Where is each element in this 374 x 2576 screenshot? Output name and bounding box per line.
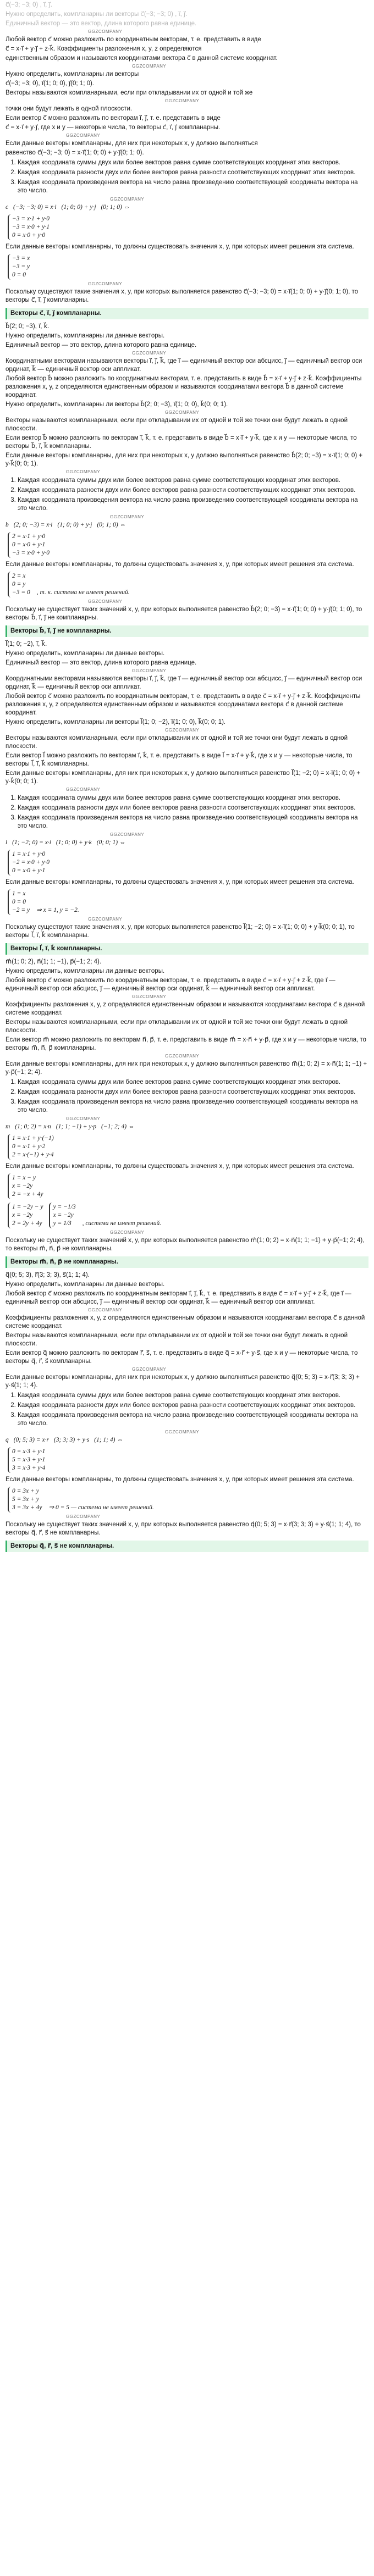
paragraph: c⃗(−3; −3; 0), i⃗(1; 0; 0), j⃗(0; 1; 0). xyxy=(6,80,94,87)
paragraph: Координатными векторами называются векторы i⃗, j⃗, k⃗, где i⃗ — единичный вектор оси абсцисс, j⃗ — единичный вектор оси ординат, k⃗ — единичный вектор оси аппликат. xyxy=(6,675,362,690)
paragraph: Нужно определить, компланарны ли векторы l⃗(1; 0; −2), i⃗(1; 0; 0), k⃗(0; 0; 1). xyxy=(6,719,226,725)
equation-system xyxy=(8,850,53,876)
paragraph: Векторы называются компланарными, если при откладывании их от одной и той же точки они будут лежать в одной плоскости. xyxy=(6,1332,348,1347)
watermark-text: GGZCOMPANY xyxy=(110,197,145,202)
equation: q⃗(0; 5; 3) = x·r⃗(3; 3; 3) + y·s⃗(1; 1; 4) ⇔ xyxy=(6,1437,123,1443)
system-row xyxy=(6,1201,369,1230)
solution-section xyxy=(6,323,369,637)
watermark-text: GGZCOMPANY xyxy=(66,133,101,138)
rule-item: 3. Каждая координата произведения вектора на число равна произведению соответствующей координаты вектора на это число. xyxy=(18,496,369,513)
system-note: , т. к. система не имеет решений. xyxy=(36,589,130,596)
paragraph: Векторы называются компланарными, если при откладывании их от одной и той же точки они будут лежать в одной плоскости. xyxy=(6,417,348,432)
equation-system xyxy=(8,254,33,280)
equation-line: −2 = y xyxy=(12,907,30,913)
paragraph: Нужно определить, компланарны ли векторы b⃗(2; 0; −3), i⃗(1; 0; 0), k⃗(0; 0; 1). xyxy=(6,401,228,408)
equation-line: 0 = 0 xyxy=(12,899,26,905)
paragraph: Если данные векторы компланарны, то должны существовать значения x, y, при которых имеет решения эта система. xyxy=(6,561,354,568)
paragraph: Если данные векторы компланарны, то должны существовать значения x, y, при которых имеет решения эта система. xyxy=(6,243,354,250)
paragraph: c⃗ = x·i⃗ + y·j⃗, где x и y — некоторые числа, то векторы c⃗, i⃗, j⃗ компланарны. xyxy=(6,124,221,131)
paragraph: Нужно определить, компланарны ли данные векторы. xyxy=(6,968,165,974)
answer-box: Векторы b⃗, i⃗, j⃗ не компланарны. xyxy=(6,625,369,637)
system-note: ⇒ x = 1, y = −2. xyxy=(36,907,79,913)
conclusion: Поскольку не существует таких значений x, y, при которых выполняется равенство q⃗(0; 5; 3) = x·r⃗(3; 3; 3) + y·s⃗(1; 1; 4), то векторы q⃗, r⃗, s⃗ не компланарны. xyxy=(6,1521,361,1536)
rule-item: 2. Каждая координата разности двух или более векторов равна разности соответствующих координат этих векторов. xyxy=(18,169,369,177)
equation-line: 1 = x − y xyxy=(12,1175,36,1181)
equation-line: 5 = x·3 + y·1 xyxy=(12,1456,46,1463)
rule-item: 3. Каждая координата произведения вектора на число равна произведению соответствующей координаты вектора на это число. xyxy=(18,1098,369,1115)
system-row xyxy=(6,1172,369,1201)
watermark-text: GGZCOMPANY xyxy=(88,29,123,34)
equation-line: 0 = y xyxy=(12,581,26,588)
equation-line: 5 = 3x + y xyxy=(12,1496,39,1503)
paragraph: Если вектор m⃗ можно разложить по векторам n⃗, p⃗, т. е. представить в виде m⃗ = x·n⃗ + y·p⃗, где x и y — некоторые числа, то векторы m⃗, n⃗, p⃗ компланарны. xyxy=(6,1037,366,1051)
conclusion: Поскольку не существует таких значений x, y, при которых выполняется равенство b⃗(2; 0; −3) = x·i⃗(1; 0; 0) + y·j⃗(0; 1; 0), то векторы b⃗, i⃗, j⃗ не компланарны. xyxy=(6,606,362,621)
watermark-text: GGZCOMPANY xyxy=(132,1367,167,1372)
paragraph: Нужно определить, компланарны ли данные векторы. xyxy=(6,1281,165,1288)
equation-system xyxy=(8,1447,48,1473)
equation-line: 0 = 3x + y xyxy=(12,1488,39,1494)
watermark-text: GGZCOMPANY xyxy=(66,787,101,792)
equation-line: y = −1/3 xyxy=(53,1204,76,1210)
watermark-text: GGZCOMPANY xyxy=(88,281,123,286)
rule-item: 1. Каждая координата суммы двух или более векторов равна сумме соответствующих координат этих векторов. xyxy=(18,1078,369,1087)
paragraph: m⃗(1; 0; 2), n⃗(1; 1; −1), p⃗(−1; 2; 4). xyxy=(6,959,102,965)
paragraph: Если данные векторы компланарны, для них при некоторых x, y должно выполняться равенство b⃗(2; 0; −3) = x·i⃗(1; 0; 0) + y·k⃗(0; 0; 1). xyxy=(6,452,363,467)
equation-line: −3 = x·1 + y·0 xyxy=(12,215,50,222)
equation-system xyxy=(8,1203,47,1228)
paragraph: Если данные векторы компланарны, для них при некоторых x, y должно выполняться равенство q⃗(0; 5; 3) = x·r⃗(3; 3; 3) + y·s⃗(1; 1; 4). xyxy=(6,1374,360,1389)
watermark-text: GGZCOMPANY xyxy=(110,514,145,519)
equation-line: 2 = 2y + 4y xyxy=(12,1220,42,1227)
system-row xyxy=(6,1485,369,1514)
paragraph: Любой вектор c⃗ можно разложить по координатным векторам i⃗, j⃗, k⃗, т. е. представить в виде c⃗ = x·i⃗ + y·j⃗ + z·k⃗, где i⃗ — единичный вектор оси абсцисс, j⃗ — единичный вектор оси ординат, k⃗ — единичный вектор оси аппликат. xyxy=(6,1290,351,1305)
paragraph: Векторы называются компланарными, если при откладывании их от одной и той же xyxy=(6,90,253,96)
answer-box: Векторы m⃗, n⃗, p⃗ не компланарны. xyxy=(6,1256,369,1268)
paragraph: точки они будут лежать в одной плоскости. xyxy=(6,106,133,112)
watermark-text: GGZCOMPANY xyxy=(132,668,167,673)
equation-system xyxy=(8,889,33,915)
paragraph: Если вектор b⃗ можно разложить по векторам i⃗, k⃗, т. е. представить в виде b⃗ = x·i⃗ + y·k⃗, где x и y — некоторые числа, то векторы b⃗, i⃗, k⃗ компланарны. xyxy=(6,435,357,450)
watermark-text: GGZCOMPANY xyxy=(132,994,167,999)
paragraph: Координатными векторами называются векторы i⃗, j⃗, k⃗, где i⃗ — единичный вектор оси абсцисс, j⃗ — единичный вектор оси ординат, k⃗ — единичный вектор оси аппликат. xyxy=(6,358,362,373)
rule-item: 3. Каждая координата произведения вектора на число равна произведению соответствующей координаты вектора на это число. xyxy=(18,179,369,195)
paragraph: b⃗(2; 0; −3), i⃗, k⃗. xyxy=(6,323,50,330)
equation-line: x = −2y xyxy=(53,1212,74,1218)
system-row xyxy=(6,888,369,917)
rule-item: 1. Каждая координата суммы двух или более векторов равна сумме соответствующих координат этих векторов. xyxy=(18,477,369,485)
faded-text-line: Нужно определить, компланарны ли векторы c⃗(−3; −3; 0) , i⃗, j⃗. xyxy=(6,11,188,18)
paragraph: Если данные векторы компланарны, для них при некоторых x, y должно выполняться xyxy=(6,140,258,147)
equation-line: y = 1/3 xyxy=(53,1220,72,1227)
paragraph: Нужно определить, компланарны ли данные векторы. xyxy=(6,650,165,657)
paragraph: Если данные векторы компланарны, то должны существовать значения x, y, при которых имеет решения эта система. xyxy=(6,1476,354,1483)
equation-line: 3 = 3x + 4y xyxy=(12,1504,42,1511)
watermark-text: GGZCOMPANY xyxy=(110,1230,145,1235)
answer-box: Векторы l⃗, i⃗, k⃗ компланарны. xyxy=(6,943,369,955)
watermark-text: GGZCOMPANY xyxy=(165,98,200,103)
system-note: , система не имеет решений. xyxy=(82,1220,162,1227)
system-row xyxy=(6,252,369,281)
equation-line: 1 = x xyxy=(12,890,26,897)
watermark-text: GGZCOMPANY xyxy=(165,1430,200,1434)
equation-system xyxy=(8,572,34,597)
equation-line: x = −2y xyxy=(12,1212,33,1218)
equation-line: −3 = x·0 + y·1 xyxy=(12,224,50,230)
watermark-text: GGZCOMPANY xyxy=(132,351,167,356)
paragraph: Векторы называются компланарными, если при откладывании их от одной и той же точки они будут лежать в одной плоскости. xyxy=(6,735,348,750)
equation-line: 1 = −2y − y xyxy=(12,1204,43,1210)
equation-line: 1 = x·1 + y·(−1) xyxy=(12,1135,54,1142)
watermark-text: GGZCOMPANY xyxy=(88,917,123,922)
watermark-text: GGZCOMPANY xyxy=(132,64,167,69)
equation-line: −3 = 0 xyxy=(12,589,30,596)
faded-text-line: Единичный вектор — это вектор, длина которого равна единице. xyxy=(6,20,197,27)
paragraph: Коэффициенты разложения x, y, z определяются единственным образом и называются координатами вектора c⃗ в данной системе координат. xyxy=(6,1315,365,1329)
rule-item: 3. Каждая координата произведения вектора на число равна произведению соответствующей координаты вектора на это число. xyxy=(18,814,369,830)
rule-item: 2. Каждая координата разности двух или более векторов равна разности соответствующих координат этих векторов. xyxy=(18,804,369,812)
equation-system xyxy=(8,1134,57,1160)
paragraph: Единичный вектор — это вектор, длина которого равна единице. xyxy=(6,342,197,348)
equation-line: −3 = x·0 + y·0 xyxy=(12,550,50,556)
equation-line: x = −2y xyxy=(12,1183,33,1189)
equation-line: −3 = x xyxy=(12,255,30,262)
equation-line: 1 = x·1 + y·0 xyxy=(12,851,46,857)
equation-system xyxy=(49,1203,79,1228)
watermark-text: GGZCOMPANY xyxy=(165,728,200,733)
rule-item: 1. Каждая координата суммы двух или более векторов равна сумме соответствующих координат этих векторов. xyxy=(18,1392,369,1400)
equation-line: 0 = 0 xyxy=(12,272,26,278)
equation-line: 2 = x·1 + y·0 xyxy=(12,533,46,540)
paragraph: Если данные векторы компланарны, для них при некоторых x, y должно выполняться равенство m⃗(1; 0; 2) = x·n⃗(1; 1; −1) + y·p⃗(−1; 2; 4). xyxy=(6,1061,367,1076)
paragraph: Любой вектор c⃗ можно разложить по координатным векторам, т. е. представить в виде c⃗ = x·i⃗ + y·j⃗ + z·k⃗, где i⃗ — единичный вектор оси абсцисс, j⃗ — единичный вектор оси ординат, k⃗ — единичный вектор оси аппликат. xyxy=(6,977,336,992)
watermark-text: GGZCOMPANY xyxy=(165,410,200,415)
watermark-text: GGZCOMPANY xyxy=(110,832,145,837)
solution-section xyxy=(6,36,369,319)
rules-list xyxy=(6,1078,369,1115)
equation-line: −2 = x·0 + y·0 xyxy=(12,859,50,866)
rules-list xyxy=(6,794,369,830)
paragraph: Коэффициенты разложения x, y, z определяются единственным образом и называются координатами вектора c⃗ в данной системе координат. xyxy=(6,1001,365,1016)
paragraph: Если вектор l⃗ можно разложить по векторам i⃗, k⃗, т. е. представить в виде l⃗ = x·i⃗ + y·k⃗, где x и y — некоторые числа, то векторы l⃗, i⃗, k⃗ компланарны. xyxy=(6,752,353,767)
equation-line: 3 = x·3 + y·4 xyxy=(12,1465,46,1471)
system-note: ⇒ 0 = 5 — система не имеет решений. xyxy=(48,1504,154,1511)
paragraph: Нужно определить, компланарны ли векторы xyxy=(6,71,139,77)
equation-line: 2 = x xyxy=(12,573,26,579)
equation-system xyxy=(8,1487,45,1513)
watermark-text: GGZCOMPANY xyxy=(66,1116,101,1121)
equation-line: 0 = x·0 + y·1 xyxy=(12,541,46,548)
equation-line: 0 = x·3 + y·1 xyxy=(12,1448,46,1455)
answer-box: Векторы c⃗, i⃗, j⃗ компланарны. xyxy=(6,308,369,319)
rule-item: 1. Каждая координата суммы двух или более векторов равна сумме соответствующих координат этих векторов. xyxy=(18,159,369,167)
equation: c⃗(−3; −3; 0) = x·i⃗(1; 0; 0) + y·j⃗(0; 1; 0) ⇔ xyxy=(6,204,130,210)
equation: b⃗(2; 0; −3) = x·i⃗(1; 0; 0) + y·j⃗(0; 1; 0) ⇔ xyxy=(6,522,127,528)
solution-section xyxy=(6,1271,369,1552)
watermark-text: GGZCOMPANY xyxy=(88,599,123,604)
rule-item: 1. Каждая координата суммы двух или более векторов равна сумме соответствующих координат этих векторов. xyxy=(18,794,369,802)
paragraph: Нужно определить, компланарны ли данные векторы. xyxy=(6,333,165,339)
equation-line: 2 = −x + 4y xyxy=(12,1191,43,1198)
faded-text-line: c⃗(−3; −3; 0) , i⃗, j⃗. xyxy=(6,2,52,8)
paragraph: Если данные векторы компланарны, то должны существовать значения x, y, при которых имеет решения эта система. xyxy=(6,1163,354,1170)
solution-section xyxy=(6,640,369,955)
paragraph: Если вектор c⃗ можно разложить по векторам i⃗, j⃗, т. е. представить в виде xyxy=(6,115,221,121)
conclusion: Поскольку существуют такие значения x, y, при которых выполняется равенство l⃗(1; −2; 0) = x·i⃗(1; 0; 0) + y·k⃗(0; 0; 1), то векторы l⃗, i⃗, k⃗ компланарны. xyxy=(6,924,355,939)
watermark-text: GGZCOMPANY xyxy=(165,1054,200,1059)
conclusion: Поскольку существуют такие значения x, y, при которых выполняется равенство c⃗(−3; −3; 0) = x·i⃗(1; 0; 0) + y·j⃗(0; 1; 0), то векторы c⃗, i⃗, j⃗ компланарны. xyxy=(6,289,359,303)
paragraph: единственным образом и называются координатами вектора c⃗ в данной системе координат. xyxy=(6,55,278,62)
paragraph: Любой вектор c⃗ можно разложить по координатным векторам, т. е. представить в виде xyxy=(6,36,261,43)
paragraph: Если вектор q⃗ можно разложить по векторам r⃗, s⃗, т. е. представить в виде q⃗ = x·r⃗ + y·s⃗, где x и y — некоторые числа, то векторы q⃗, r⃗, s⃗ компланарны. xyxy=(6,1350,358,1365)
solution-section xyxy=(6,958,369,1268)
equation-system xyxy=(8,1173,47,1199)
paragraph: Если данные векторы компланарны, для них при некоторых x, y должно выполняться равенство l⃗(1; −2; 0) = x·i⃗(1; 0; 0) + y·k⃗(0; 0; 1). xyxy=(6,770,360,785)
conclusion: Поскольку не существует таких значений x, y, при которых выполняется равенство m⃗(1; 0; 2) = x·n⃗(1; 1; −1) + y·p⃗(−1; 2; 4), то векторы m⃗, n⃗, p⃗ не компланарны. xyxy=(6,1237,365,1252)
document-page xyxy=(0,1,374,1562)
rule-item: 2. Каждая координата разности двух или более векторов равна разности соответствующих координат этих векторов. xyxy=(18,1088,369,1096)
equation: l⃗(1; −2; 0) = x·i⃗(1; 0; 0) + y·k⃗(0; 0; 1) ⇔ xyxy=(6,839,126,846)
rules-list xyxy=(6,477,369,513)
rules-list xyxy=(6,159,369,195)
equation-line: 0 = x·0 + y·1 xyxy=(12,867,46,874)
watermark-text: GGZCOMPANY xyxy=(66,1514,101,1519)
watermark-text: GGZCOMPANY xyxy=(66,469,101,474)
rule-item: 3. Каждая координата произведения вектора на число равна произведению соответствующей координаты вектора на это число. xyxy=(18,1411,369,1428)
rule-item: 2. Каждая координата разности двух или более векторов равна разности соответствующих координат этих векторов. xyxy=(18,486,369,495)
equation: m⃗(1; 0; 2) = x·n⃗(1; 1; −1) + y·p⃗(−1; 2; 4) ⇔ xyxy=(6,1123,135,1130)
paragraph: Любой вектор c⃗ можно разложить по координатным векторам, т. е. представить в виде c⃗ = x·i⃗ + y·j⃗ + z·k⃗. Коэффициенты разложения x, y, z определяются единственным образом и называются координатами вектора c⃗ в данной системе координат. xyxy=(6,693,361,716)
rule-item: 2. Каждая координата разности двух или более векторов равна разности соответствующих координат этих векторов. xyxy=(18,1401,369,1410)
paragraph: Если данные векторы компланарны, то должны существовать значения x, y, при которых имеет решения эта система. xyxy=(6,879,354,885)
paragraph: l⃗(1; 0; −2), i⃗, k⃗. xyxy=(6,641,47,647)
equation-line: −3 = y xyxy=(12,263,30,270)
paragraph: равенство c⃗(−3; −3; 0) = x·i⃗(1; 0; 0) + y·j⃗(0; 1; 0). xyxy=(6,149,144,156)
answer-box: Векторы q⃗, r⃗, s⃗ не компланарны. xyxy=(6,1541,369,1552)
equation-line: 2 = x·(−1) + y·4 xyxy=(12,1151,54,1158)
paragraph: q⃗(0; 5; 3), r⃗(3; 3; 3), s⃗(1; 1; 4). xyxy=(6,1272,90,1278)
equation-line: 0 = x·0 + y·0 xyxy=(12,232,46,239)
rules-list xyxy=(6,1392,369,1428)
paragraph: Единичный вектор — это вектор, длина которого равна единице. xyxy=(6,660,197,666)
equation-system xyxy=(8,214,53,240)
system-row xyxy=(6,570,369,599)
equation-line: 0 = x·1 + y·2 xyxy=(12,1143,46,1150)
equation-system xyxy=(8,532,53,558)
paragraph: c⃗ = x·i⃗ + y·j⃗ + z·k⃗. Коэффициенты разложения x, y, z определяются xyxy=(6,46,202,52)
paragraph: Векторы называются компланарными, если при откладывании их от одной и той же точки они будут лежать в одной плоскости. xyxy=(6,1019,348,1034)
watermark-text: GGZCOMPANY xyxy=(88,1308,123,1312)
paragraph: Любой вектор b⃗ можно разложить по координатным векторам, т. е. представить в виде b⃗ = x·i⃗ + y·j⃗ + z·k⃗. Коэффициенты разложения x, y, z определяются единственным образом и называются координатами вектора b⃗ в данной системе координат. xyxy=(6,375,362,398)
